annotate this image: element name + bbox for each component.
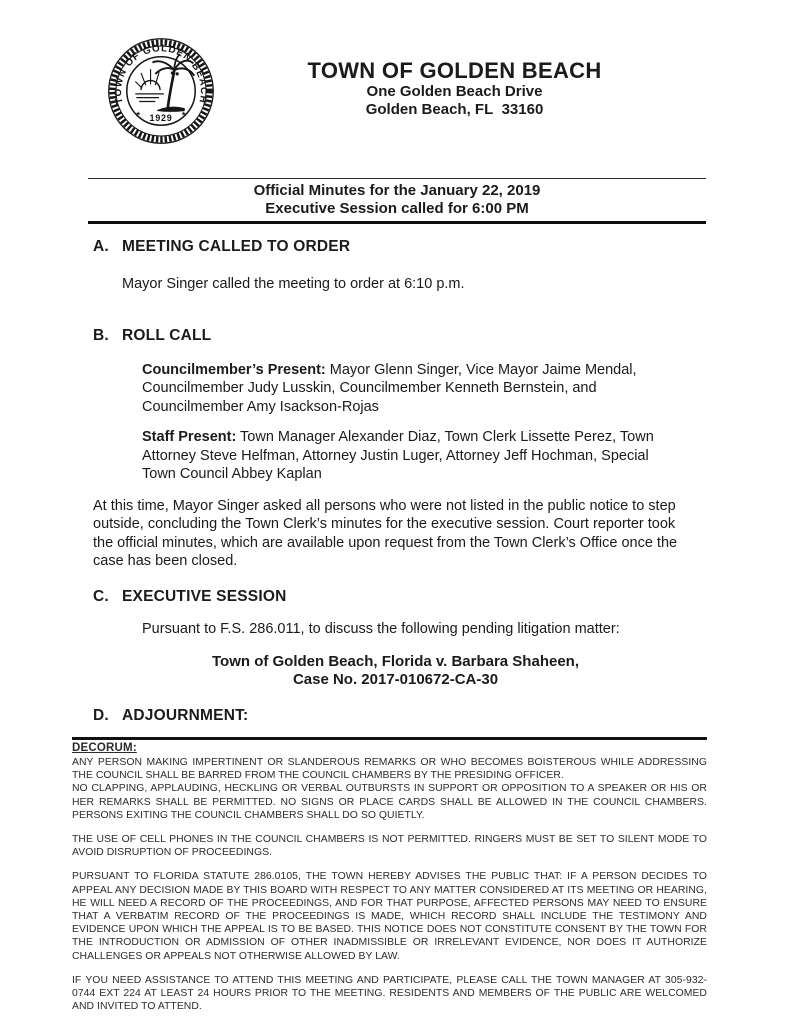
document-title: TOWN OF GOLDEN BEACH (307, 58, 602, 83)
section-d-title: ADJOURNMENT: (122, 707, 249, 724)
seal-ocean-waves (135, 94, 164, 102)
executive-session-note: At this time, Mayor Singer asked all persons who were not listed in the public notice to step outside, concluding the Town Clerk’s minutes for the executive session. Court reporter took the official minutes, which are available upon request from the Town Clerk’s Office once the case has been closed. (93, 497, 678, 569)
section-a-letter: A. (93, 238, 109, 255)
minutes-body (72, 238, 707, 1013)
decorum-paragraph-4: IF YOU NEED ASSISTANCE TO ATTEND THIS MEETING AND PARTICIPATE, PLEASE CALL THE TOWN MANAGER AT 305-932-0744 EXT 224 AT LEAST 24 HOURS PRIOR TO THE MEETING. RESIDENTS AND MEMBERS OF THE PUBLIC ARE WELCOMED AND INVITED TO ATTEND. (72, 974, 707, 1013)
section-b-letter: B. (93, 326, 109, 344)
document-header (0, 36, 791, 148)
address-line-2: Golden Beach, FL 33160 (365, 101, 544, 118)
section-d-letter: D. (93, 707, 109, 724)
staff-present-paragraph (142, 428, 659, 484)
banner-line-2: Executive Session called for 6:00 PM (265, 199, 529, 217)
section-c-body: Pursuant to F.S. 286.011, to discuss the following pending litigation matter: (142, 620, 620, 637)
section-d-heading (93, 707, 698, 725)
section-a-body: Mayor Singer called the meeting to order at 6:10 p.m. (122, 276, 465, 292)
case-number-line: Case No. 2017-010672-CA-30 (292, 671, 499, 688)
seal-star-right: ★ (181, 110, 187, 118)
councilmembers-present-text: Mayor Glenn Singer, Vice Mayor Jaime Mendal, Councilmember Judy Lusskin, Councilmember Kenneth Bernstein, and Councilmember Amy Isackson-Rojas (142, 361, 637, 415)
litigation-case-block (93, 653, 698, 689)
decorum-paragraph-3: PURSUANT TO FLORIDA STATUTE 286.0105, THE TOWN HEREBY ADVISES THE PUBLIC THAT: IF A PERSON DECIDES TO APPEAL ANY DECISION MADE BY THIS BOARD WITH RESPECT TO ANY MATTER CONSIDERED AT ITS MEETING OR HEARING, HE WILL NEED A RECORD OF THE PROCEEDINGS, AND FOR THAT PURPOSE, AFFECTED PERSONS MAY NEED TO ENSURE THAT A VERBATIM RECORD OF THE PROCEEDINGS IS MADE, WHICH RECORD SHALL INCLUDE THE TESTIMONY AND EVIDENCE UPON WHICH THE APPEAL IS TO BE BASED. THIS NOTICE DOES NOT CONSTITUTE CONSENT BY THE TOWN FOR THE INTRODUCTION OR ADMISSION OF OTHER INADMISSIBLE OR IRRELEVANT EVIDENCE, NOR DOES IT AUTHORIZE CHALLENGES OR APPEALS NOT OTHERWISE ALLOWED BY LAW. (72, 871, 707, 962)
minutes-banner (88, 178, 706, 224)
seal-outer-circle (109, 39, 214, 144)
seal-year: 1929 (149, 112, 173, 123)
councilmembers-present-paragraph (142, 361, 659, 417)
header-text-block (118, 36, 791, 119)
section-c-letter: C. (93, 587, 109, 605)
seal-ring-text: TOWN OF GOLDEN BEACH (113, 43, 209, 105)
section-b-title: ROLL CALL (122, 326, 212, 344)
decorum-heading: DECORUM: (72, 742, 137, 754)
banner-line-1: Official Minutes for the January 22, 2019 (253, 182, 541, 199)
section-a-title: MEETING CALLED TO ORDER (122, 238, 351, 255)
staff-present-text: Town Manager Alexander Diaz, Town Clerk Lissette Perez, Town Attorney Steve Helfman, Attorney Justin Luger, Attorney Jeff Hochman, Special Town Council Abbey Kaplan (142, 429, 654, 482)
decorum-paragraph-2: THE USE OF CELL PHONES IN THE COUNCIL CHAMBERS IS NOT PERMITTED. RINGERS MUST BE SET TO SILENT MODE TO AVOID DISRUPTION OF PROCEEDINGS. (72, 834, 707, 859)
councilmembers-present-label: Councilmember’s Present: (142, 361, 326, 378)
seal-star-left: ★ (135, 110, 141, 118)
decorum-footer (72, 737, 707, 1013)
section-c-heading (93, 588, 698, 606)
town-seal-icon (104, 34, 218, 148)
staff-present-label: Staff Present: (142, 429, 237, 445)
address-line-1: One Golden Beach Drive (366, 83, 543, 100)
decorum-paragraph-1a: ANY PERSON MAKING IMPERTINENT OR SLANDEROUS REMARKS OR WHO BECOMES BOISTEROUS WHILE ADDRESSING THE COUNCIL SHALL BE BARRED FROM THE COUNCIL CHAMBERS BY THE PRESIDING OFFICER. (72, 757, 707, 782)
section-b-heading (93, 327, 698, 345)
section-c-title: EXECUTIVE SESSION (122, 587, 287, 605)
section-a-heading (93, 238, 698, 256)
decorum-paragraph-1b: NO CLAPPING, APPLAUDING, HECKLING OR VERBAL OUTBURSTS IN SUPPORT OR OPPOSITION TO A SPEAKER OR HIS OR HER REMARKS SHALL BE PERMITTED. NO SIGNS OR PLACE CARDS SHALL BE ALLOWED IN THE COUNCIL CHAMBERS. PERSONS EXITING THE COUNCIL CHAMBERS SHALL DO SO QUIETLY. (72, 783, 707, 821)
case-title-line: Town of Golden Beach, Florida v. Barbara Shaheen, (211, 653, 579, 670)
seal-sun-rays (135, 69, 159, 88)
